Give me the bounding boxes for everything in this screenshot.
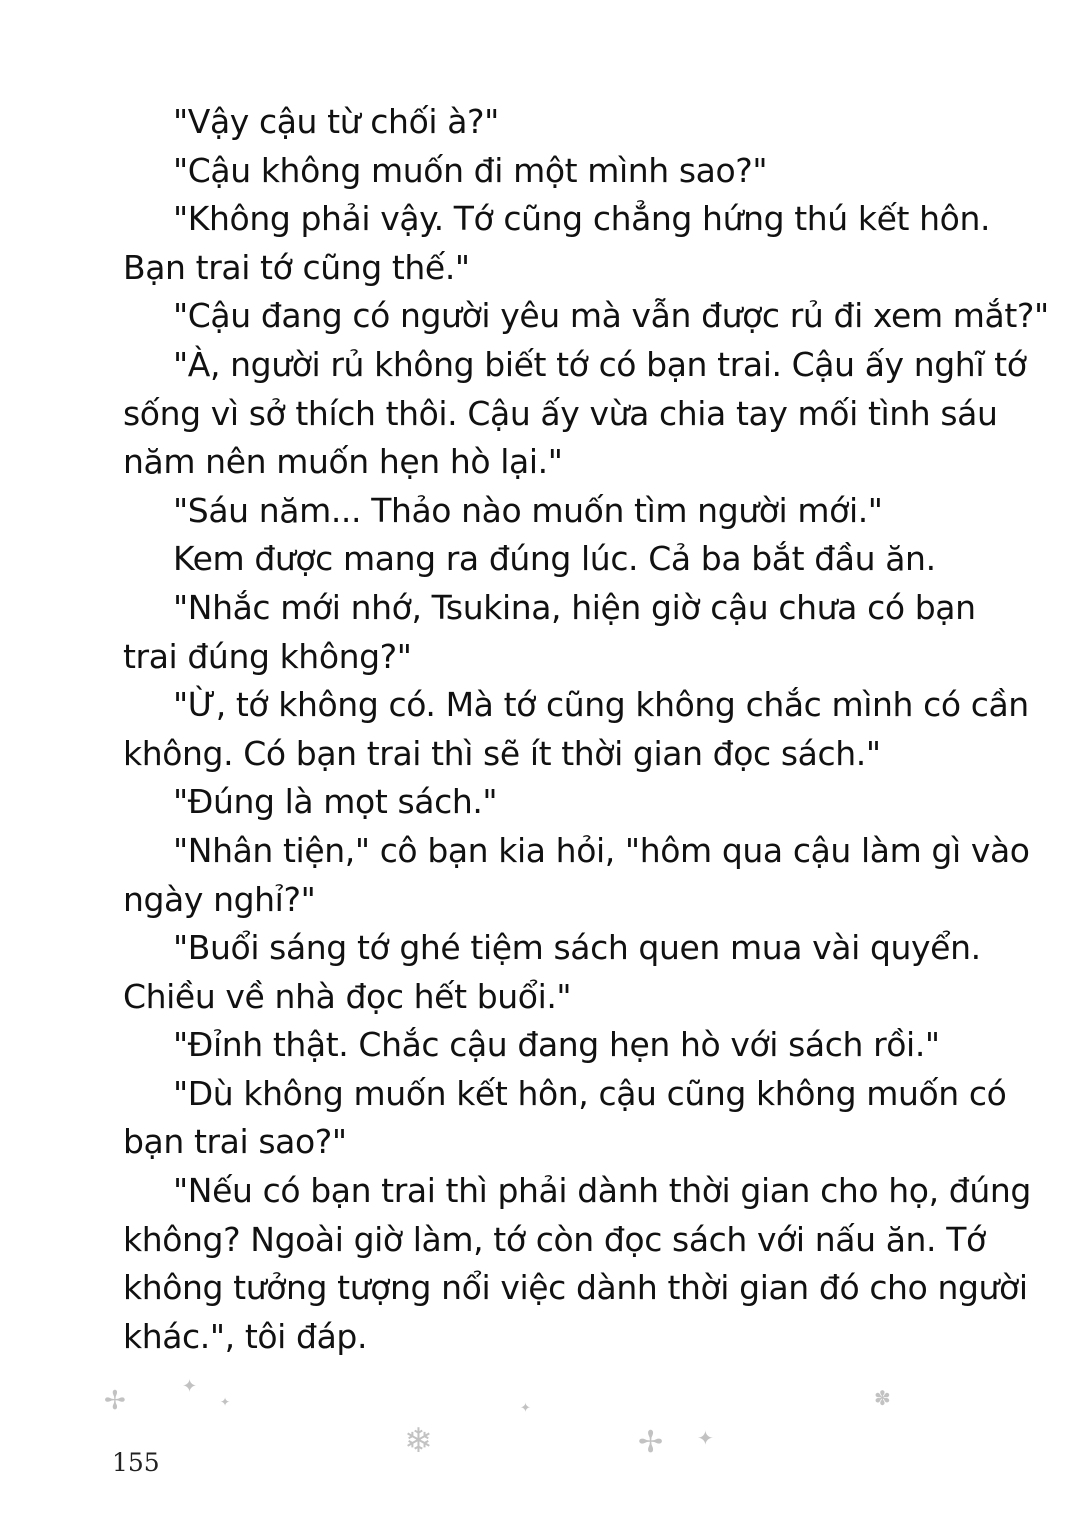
sparkle-cross-icon: ✢ — [638, 1425, 664, 1460]
paragraph-line: bạn trai sao?" — [123, 1122, 347, 1162]
paragraph-first-line: "Ừ, tớ không có. Mà tớ cũng không chắc mình có cần — [173, 685, 1029, 725]
paragraph-first-line: "Không phải vậy. Tớ cũng chẳng hứng thú kết hôn. — [173, 199, 991, 239]
paragraph-line: Chiều về nhà đọc hết buổi." — [123, 976, 572, 1016]
sparkle-star-icon: ✦ — [697, 1426, 714, 1450]
sparkle-cross-icon: ✢ — [104, 1386, 126, 1416]
paragraph-first-line: "Nếu có bạn trai thì phải dành thời gian cho họ, đúng — [173, 1171, 1031, 1211]
paragraph-line: sống vì sở thích thôi. Cậu ấy vừa chia tay mối tình sáu — [123, 393, 998, 433]
paragraph-first-line: "Nhắc mới nhớ, Tsukina, hiện giờ cậu chưa có bạn — [173, 587, 976, 627]
paragraph-first-line: "Cậu đang có người yêu mà vẫn được rủ đi xem mắt?" — [173, 296, 1049, 336]
paragraph-line: không tưởng tượng nổi việc dành thời gian đó cho người — [123, 1268, 1028, 1308]
paragraph-line: ngày nghỉ?" — [123, 879, 316, 919]
paragraph-line: năm nên muốn hẹn hò lại." — [123, 442, 563, 482]
paragraph-first-line: "Nhân tiện," cô bạn kia hỏi, "hôm qua cậu làm gì vào — [173, 830, 1030, 870]
paragraph-first-line: "Vậy cậu từ chối à?" — [173, 102, 499, 141]
paragraph-first-line: "À, người rủ không biết tớ có bạn trai. Cậu ấy nghĩ tớ — [173, 344, 1027, 384]
page-number: 155 — [112, 1448, 160, 1477]
sparkle-star-icon: ✦ — [182, 1376, 198, 1397]
paragraph-first-line: "Dù không muốn kết hôn, cậu cũng không muốn có — [173, 1073, 1007, 1113]
paragraph-line: không? Ngoài giờ làm, tớ còn đọc sách với nấu ăn. Tớ — [123, 1219, 986, 1259]
paragraph-line: trai đúng không?" — [123, 636, 412, 676]
sparkle-star-icon: ✦ — [520, 1401, 531, 1416]
snowflake-icon: ❄ — [404, 1421, 433, 1461]
paragraph-first-line: "Sáu năm... Thảo nào muốn tìm người mới." — [173, 490, 883, 530]
paragraph-first-line: "Đỉnh thật. Chắc cậu đang hẹn hò với sách rồi." — [173, 1025, 940, 1065]
paragraph-line: khác.", tôi đáp. — [123, 1316, 368, 1356]
book-text — [123, 98, 1049, 1361]
paragraph-line: không. Có bạn trai thì sẽ ít thời gian đọc sách." — [123, 733, 881, 773]
paragraph-line: Bạn trai tớ cũng thế." — [123, 247, 470, 287]
paragraph-first-line: "Cậu không muốn đi một mình sao?" — [173, 150, 768, 190]
paragraph-first-line: "Buổi sáng tớ ghé tiệm sách quen mua vài quyển. — [173, 928, 981, 968]
sparkle-star-icon: ✦ — [220, 1395, 231, 1409]
paragraph-first-line: "Đúng là mọt sách." — [173, 782, 498, 822]
paragraph-first-line: Kem được mang ra đúng lúc. Cả ba bắt đầu ăn. — [173, 539, 936, 579]
asterisk-flower-icon: ✽ — [874, 1386, 891, 1410]
